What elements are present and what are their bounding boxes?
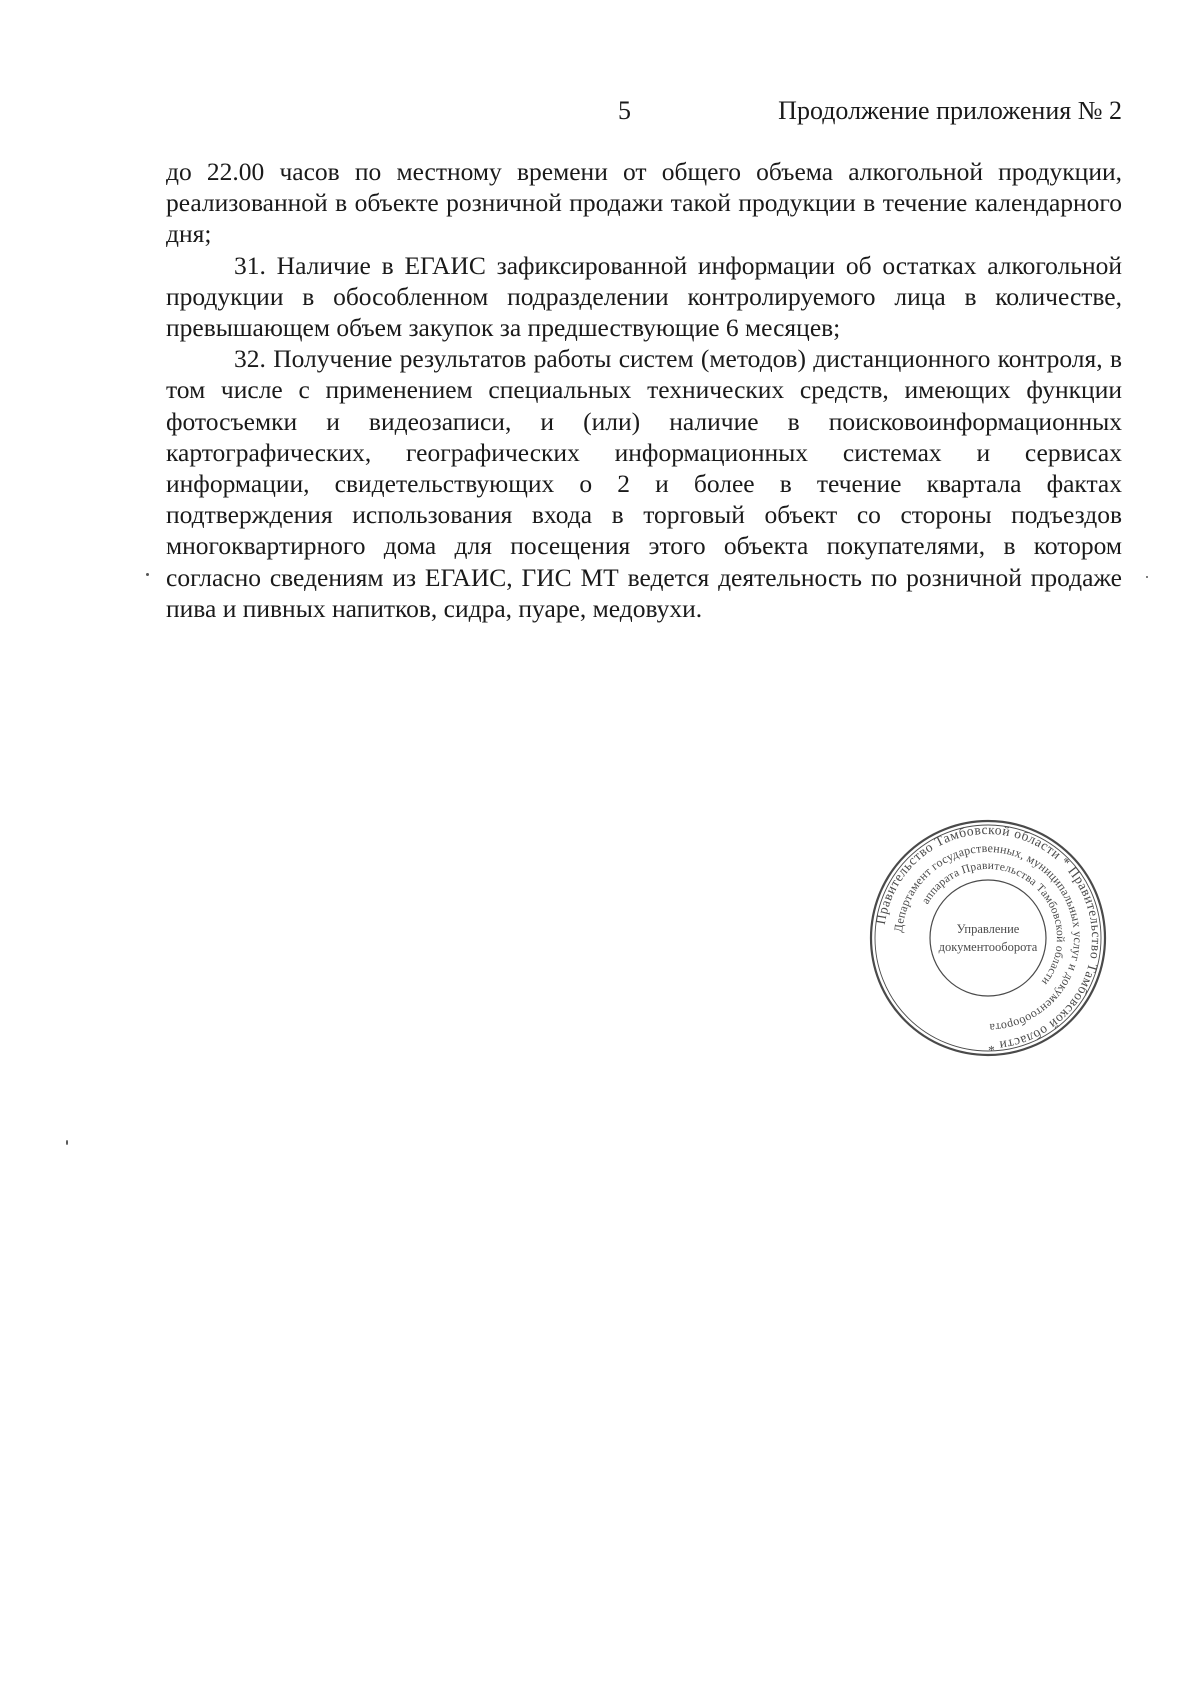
scan-speck bbox=[1146, 576, 1148, 578]
page-number: 5 bbox=[618, 96, 631, 125]
seal-inner-text: аппарата Правительства Тамбовской области bbox=[919, 859, 1067, 988]
continuation-paragraph: до 22.00 часов по местному времени от общего объема алкогольной продукции, реализованной в объекте розничной продажи такой продукции в течение календарного дня; bbox=[166, 157, 1122, 249]
seal-icon bbox=[868, 818, 1108, 1058]
seal-center-line-1: Управление bbox=[956, 922, 1020, 936]
list-item-31: 31. Наличие в ЕГАИС зафиксированной информации об остатках алкогольной продукции в обособленном подразделении контролируемого лица в количестве, превышающем объем закупок за предшествующие 6 месяцев; bbox=[166, 250, 1122, 343]
official-seal-stamp bbox=[868, 818, 1108, 1058]
svg-text:Правительство Тамбовской облас bbox=[873, 822, 1104, 1054]
scan-speck bbox=[66, 1140, 68, 1145]
seal-outer-text: Правительство Тамбовской области * Правительство Тамбовской области * bbox=[872, 821, 1105, 1055]
list-item-32: 32. Получение результатов работы систем (методов) дистанционного контроля, в том числе с применением специальных технических средств, имеющих функции фотосъемки и видеозаписи, и (или) наличие в поисковоинформационных картографических, географических информационных системах и сервисах информации, свидетельствующих о 2 и более в течение квартала фактах подтверждения использования входа в торговый объект со стороны подъездов многоквартирного дома для посещения этого объекта покупателями, в котором согласно сведениям из ЕГАИС, ГИС МТ ведется деятельность по розничной продаже пива и пивных напитков, сидра, пуаре, медовухи. bbox=[166, 344, 1122, 623]
seal-center-line-2: документооборота bbox=[938, 940, 1038, 954]
scan-speck bbox=[146, 573, 149, 576]
appendix-continuation-note: Продолжение приложения № 2 bbox=[778, 96, 1122, 125]
seal-middle-text: Департамент государственных, муниципальных услуг и документооборота bbox=[891, 840, 1086, 1036]
document-body bbox=[166, 156, 1122, 624]
